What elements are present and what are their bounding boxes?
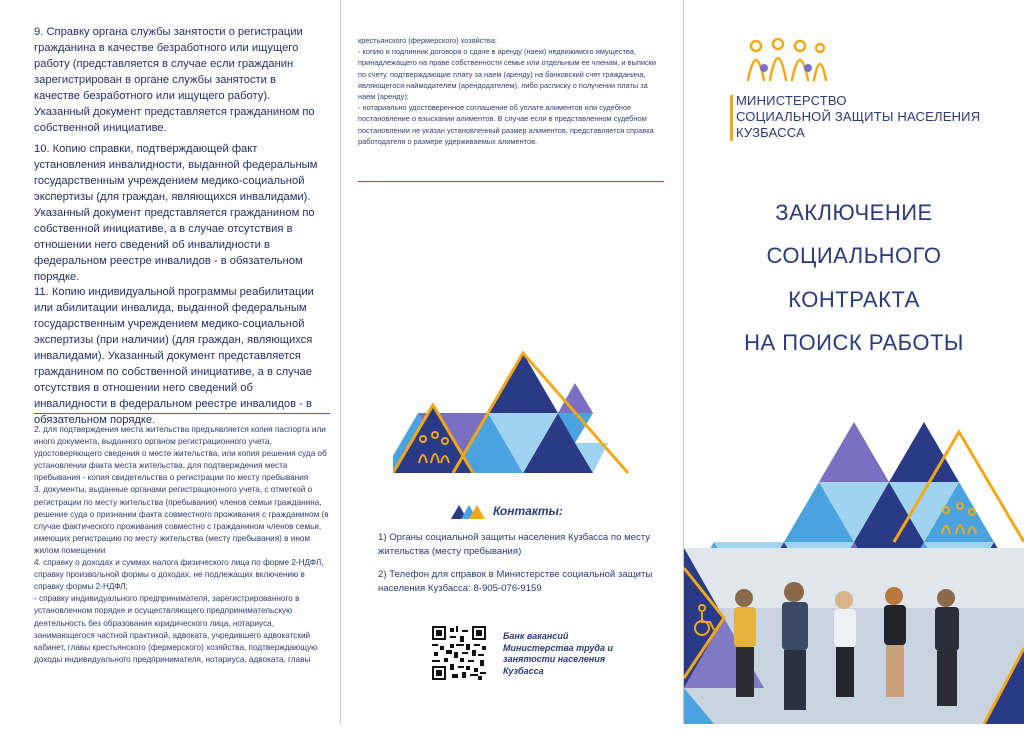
note-2: 2. для подтверждения места жительства предъявляется копия паспорта или иного документа, выданного органом регистрационного учета, удостоверяющего сведения о месте жительства, или копия решения суда об установлении факта места жительства, для подтверждения места пребывания - копия свидетельства о регистрации по месту пребывания (34, 425, 327, 483)
item-10-text: 10. Копию справки, подтверждающей факт установления инвалидности, выданной федеральным государственным учреждением медико-социальной экспертизы (для граждан, являющихся инвалидами). Указанный документ представляется гражданином по собственной инициативе, а в случае отсутствия в отношении него сведений об инвалидности в федеральном реестре инвалидов - в обязательном порядке. (34, 143, 318, 283)
triangles-logo-icon (451, 503, 485, 519)
ministry-name (736, 93, 996, 141)
contacts-title: Контакты: (493, 504, 563, 518)
ministry-line-2: СОЦИАЛЬНОЙ ЗАЩИТЫ НАСЕЛЕНИЯ (736, 109, 981, 124)
family-logo-icon (744, 38, 834, 84)
title-line-1: ЗАКЛЮЧЕНИЕ (775, 200, 933, 225)
divider-line (34, 413, 330, 414)
contacts-heading (451, 503, 563, 519)
note-4b: - справку индивидуального предпринимателя, зарегистрированного в установленном порядке и осуществляющего предпринимательскую деятельность без образования юридического лица, нотариуса, занимающегося частной практикой, адвоката, учредившего адвокатский кабинет, главы крестьянского (фермерского) хозяйства, подтверждающую доходы индивидуального предпринимателя, нотариуса, адвоката, главы (34, 594, 318, 664)
title-line-2: СОЦИАЛЬНОГО (766, 243, 942, 268)
panel-middle (341, 0, 683, 724)
job-seekers-photo (684, 548, 1024, 724)
qr-code-icon[interactable] (432, 626, 486, 680)
ministry-line-3: КУЗБАССА (736, 125, 805, 140)
item-9-text: 9. Справку органа службы занятости о регистрации гражданина в качестве безработного или ищущего работу (представляется в случае если гражданин зарегистрирован в органе службы занятости в качестве безработного или ищущего работу). Указанный документ представляется гражданином по собственной инициативе. (34, 26, 315, 134)
continuation-2: - копию и подлинник договора о сдаче в аренду (наем) недвижимого имущества, принадлежащего на праве собственности семье или отдельным ее членам, и выписки по счету, подтверждающие плату за наем (аренду) на банковский счет гражданина, являющегося наймодателем (арендодателем), либо расписку о получении платы за наем (аренду); (358, 47, 657, 102)
continuation-3: - нотариально удостоверенное соглашение об уплате алиментов или судебное постановление о взыскании алиментов. В случае если в представленном судебном постановлении не указан установленный размер алиментов, представляется справка работодателя о размере удерживаемых алиментов. (358, 103, 654, 146)
ministry-accent-bar (730, 95, 733, 141)
ministry-line-1: МИНИСТЕРСТВО (736, 93, 847, 108)
divider-line (358, 181, 664, 182)
notes-block (34, 424, 334, 666)
note-4: 4. справку о доходах и суммах налога физического лица по форме 2-НДФЛ, справку произвольной формы о доходах, не подлежащих включению в справку формы 2-НДФЛ; (34, 558, 324, 592)
continuation-block (358, 35, 663, 147)
vacancy-bank-label: Банк вакансий Министерства труда и занятости населения Кузбасса (503, 631, 613, 676)
panel-cover (684, 0, 1024, 724)
item-11-text: 11. Копию индивидуальной программы реабилитации или абилитации инвалида, выданной федеральным государственным учреждением медико-социальной экспертизы (при наличии) (для граждан, являющихся инвалидами). Указанный документ представляется гражданином по собственной инициативе, а в случае отсутствия в отношении него сведений об инвалидности в федеральном реестре инвалидов - в обязательном порядке. (34, 286, 314, 426)
mountain-triangles-icon (393, 343, 643, 493)
contact-1: 1) Органы социальной защиты населения Кузбасса по месту жительства (месту пребывания) (378, 532, 651, 557)
title-line-3: КОНТРАКТА (788, 287, 920, 312)
note-3: 3. документы, выданные органами регистрационного учета, с отметкой о регистрации по месту жительства (пребывания) членов семьи гражданина, решение суда о признании факта совместного проживания с гражданином (в случае фактического проживания совместно с гражданином членов семьи, имеющих регистрацию по месту жительства (месту пребывания) в ином жилом помещении (34, 485, 329, 555)
continuation-1: крестьянского (фермерского) хозяйства; (358, 36, 497, 45)
panel-left (0, 0, 340, 724)
contact-2: 2) Телефон для справок в Министерстве социальной защиты населения Кузбасса: 8-905-076-9159 (378, 569, 653, 594)
title-line-4: НА ПОИСК РАБОТЫ (744, 330, 964, 355)
